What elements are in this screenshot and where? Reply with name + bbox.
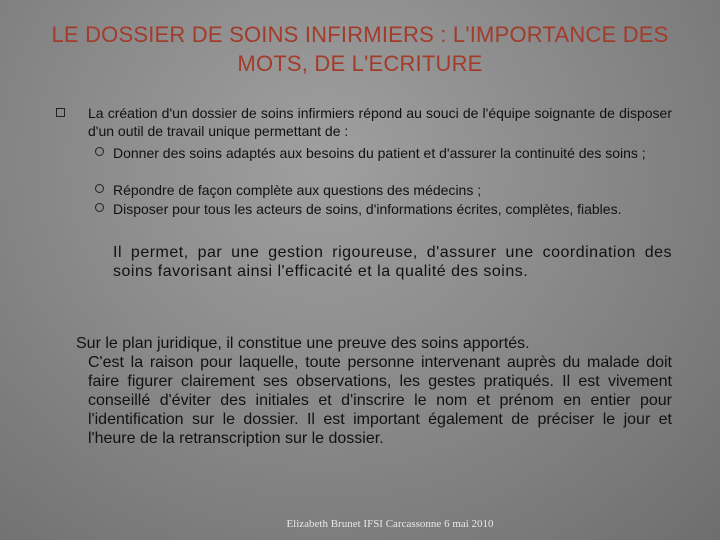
list-item-text: Donner des soins adaptés aux besoins du patient et d'assurer la continuité des soins ; — [113, 145, 646, 161]
legal-body: C'est la raison pour laquelle, toute personne intervenant auprès du malade doit faire figurer clairement ses observations, les gestes pratiqués. Il est vivement conseillé d'éviter des initiales et d'inscrire le nom et prénom en entier pour l'identification sur le dossier. Il est important également de préciser le jour et l'heure de la retranscription sur le dossier. — [88, 354, 672, 447]
square-bullet-icon — [56, 108, 65, 117]
footer-credit: Elizabeth Brunet IFSI Carcassonne 6 mai 2010 — [286, 518, 494, 530]
list-item-text: Disposer pour tous les acteurs de soins, d'informations écrites, complètes, fiables. — [113, 201, 622, 217]
list-item — [95, 144, 672, 162]
circle-bullet-icon — [95, 203, 104, 212]
slide-title: LE DOSSIER DE SOINS INFIRMIERS : L'IMPORTANCE DES MOTS, DE L'ECRITURE — [51, 22, 669, 76]
emphasis-paragraph: Il permet, par une gestion rigoureuse, d'assurer une coordination des soins favorisant ainsi l'efficacité et la qualité des soins. — [113, 244, 672, 280]
list-item-text: Répondre de façon complète aux questions des médecins ; — [113, 182, 482, 198]
legal-first-line: Sur le plan juridique, il constitue une preuve des soins apportés. — [76, 335, 530, 352]
list-item — [95, 181, 672, 199]
legal-paragraph — [76, 334, 672, 448]
list-item — [95, 200, 672, 218]
circle-bullet-icon — [95, 147, 104, 156]
circle-bullet-icon — [95, 184, 104, 193]
intro-paragraph: La création d'un dossier de soins infirmiers répond au souci de l'équipe soignante de disposer d'un outil de travail unique permettant de : — [88, 105, 672, 139]
